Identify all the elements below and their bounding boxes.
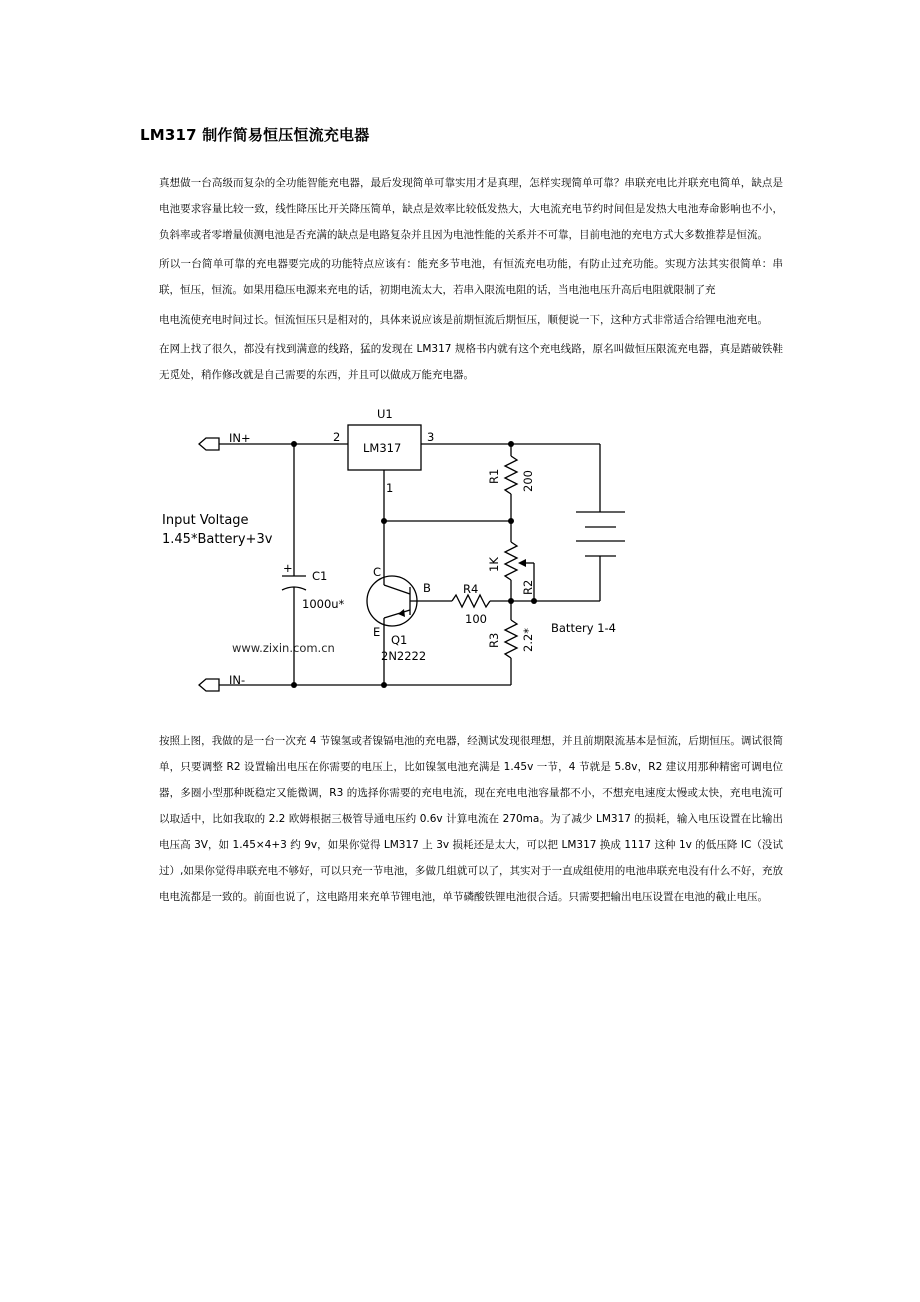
junction-dot (508, 598, 514, 604)
junction-dot (291, 682, 297, 688)
in-minus-connector (199, 679, 219, 691)
u1-name-label: LM317 (363, 441, 402, 455)
q1-emitter-label: E (373, 625, 381, 639)
junction-dot (381, 518, 387, 524)
pin3-label: 3 (427, 430, 435, 444)
pin2-label: 2 (333, 430, 341, 444)
r2-wiper-arrow (518, 559, 526, 567)
junction-dot (381, 682, 387, 688)
r1-ref-label: R1 (487, 468, 501, 484)
c1-ref-label: C1 (312, 569, 328, 583)
junction-dot (531, 598, 537, 604)
r3-value-label: 2.2* (521, 627, 535, 652)
r2-resistor (505, 542, 517, 580)
r1-value-label: 200 (521, 470, 535, 492)
r3-ref-label: R3 (487, 632, 501, 648)
c1-value-label: 1000u* (302, 597, 345, 611)
circuit-schematic (155, 400, 645, 700)
watermark: www.zixin.com.cn (232, 641, 335, 655)
paragraph-build-notes: 按照上图，我做的是一台一次充 4 节镍氢或者镍镉电池的充电器，经测试发现很理想，并且前期限流基本是恒流，后期恒压。调试很简单，只要调整 R2 设置输出电压在你需要的电压上，比如镍氢电池充满是 1.45v 一节，4 节就是 5.8v，R2 建议用那种精密可调电位器，多圈小型那种既稳定又能微调，R3 的选择你需要的充电电流，现在充电电池容量都不小，不想充电速度太慢或太快，充电电流可以取适中，比如我取的 2.2 欧姆根据三极管导通电压约 0.6v 计算电流在 270ma。为了减少 LM317 的损耗，输入电压设置在比输出电压高 3V，如 1.45×4+3 约 9v，如果你觉得 LM317 上 3v 损耗还是太大，可以把 LM317 换成 1117 这种 1v 的低压降 IC（没试过）,如果你觉得串联充电不够好，可以只充一节电池，多做几组就可以了，其实对于一直成组使用的电池串联充电没有什么不好，充放电电流都是一致的。前面也说了，这电路用来充单节锂电池，单节磷酸铁锂电池很合适。只需要把输出电压设置在电池的截止电压。 (159, 735, 783, 903)
paragraph-charging-mode: 电电流使充电时间过长。恒流恒压只是相对的，具体来说应该是前期恒流后期恒压，顺便说一下，这种方式非常适合给锂电池充电。 (159, 314, 768, 326)
r3-resistor (505, 620, 517, 658)
in-plus-label: IN+ (229, 431, 251, 445)
junction-dot (291, 441, 297, 447)
c1-plus-label: + (283, 561, 293, 575)
paragraph-source: 在网上找了很久，都没有找到满意的线路，猛的发现在 LM317 规格书内就有这个充电线路，原名叫做恒压限流充电器，真是踏破铁鞋无觅处，稍作修改就是自己需要的东西，并且可以做成万能充电器。 (159, 343, 783, 381)
paragraph-requirements: 所以一台简单可靠的充电器要完成的功能特点应该有：能充多节电池，有恒流充电功能，有防止过充功能。实现方法其实很简单：串联，恒压，恒流。如果用稳压电源来充电的话，初期电流太大，若串入限流电阻的话，当电池电压升高后电阻就限制了充 (159, 258, 783, 296)
page-title: LM317 制作简易恒压恒流充电器 (140, 126, 370, 144)
q1-ref-label: Q1 (391, 633, 408, 647)
r4-resistor (452, 595, 490, 607)
input-formula-label: 1.45*Battery+3v (162, 532, 273, 547)
junction-dot (508, 518, 514, 524)
r4-value-label: 100 (465, 612, 487, 626)
in-minus-label: IN- (229, 673, 246, 687)
paragraph-intro: 真想做一台高级而复杂的全功能智能充电器，最后发现简单可靠实用才是真理，怎样实现简单可靠？串联充电比并联充电简单，缺点是电池要求容量比较一致，线性降压比开关降压简单，缺点是效率比较低发热大，大电流充电节约时间但是发热大电池寿命影响也不小，负斜率或者零增量侦测电池是否充满的缺点是电路复杂并且因为电池性能的关系并不可靠，目前电池的充电方式大多数推荐是恒流。 (159, 177, 783, 241)
in-plus-connector (199, 438, 219, 450)
battery-label: Battery 1-4 (551, 621, 617, 635)
r4-ref-label: R4 (463, 582, 479, 596)
q1-collector-label: C (373, 565, 382, 579)
input-voltage-label: Input Voltage (162, 513, 249, 528)
r1-resistor (505, 456, 517, 494)
r2-ref-label: R2 (521, 579, 535, 595)
junction-dot (508, 441, 514, 447)
r2-value-label: 1K (487, 557, 501, 572)
q1-part-label: 2N2222 (381, 649, 427, 663)
q1-base-label: B (423, 581, 431, 595)
pin1-label: 1 (386, 481, 394, 495)
u1-ref-label: U1 (377, 407, 393, 421)
